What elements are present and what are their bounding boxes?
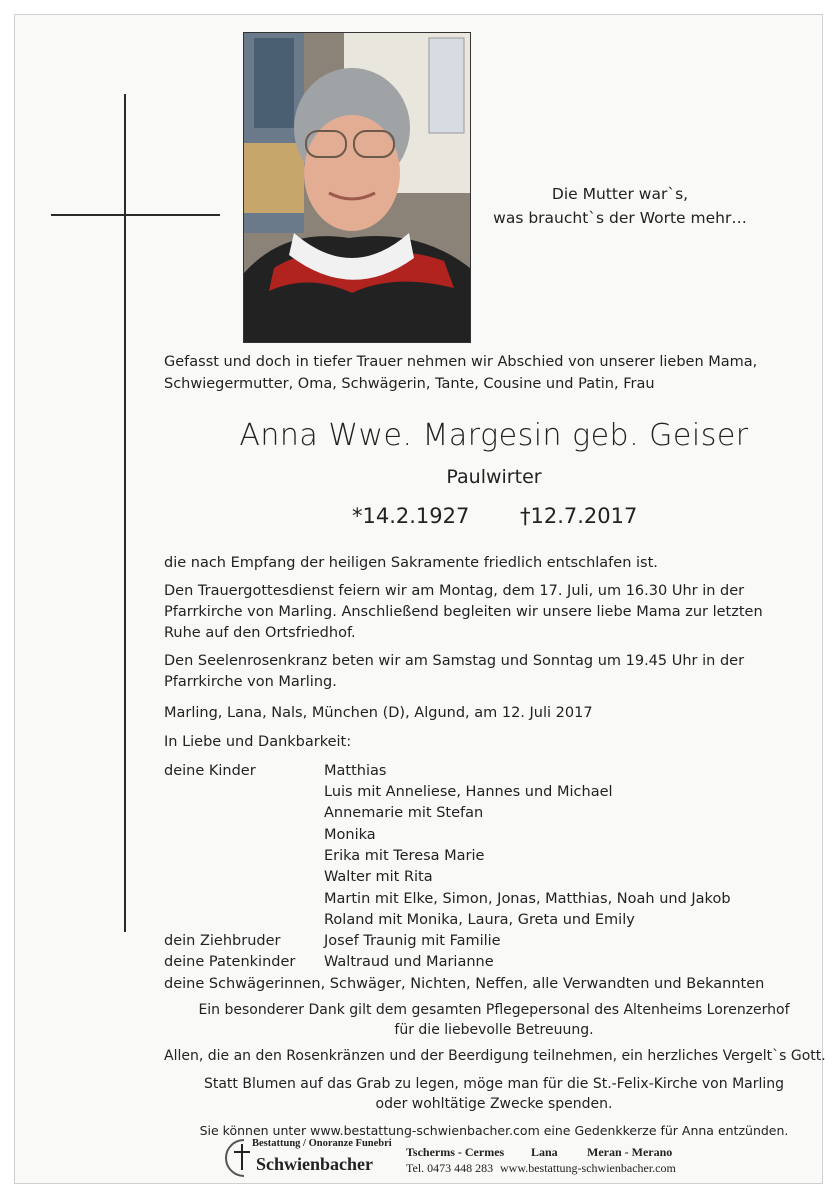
memorial-candle-note: Sie können unter www.bestattung-schwienbacher.com eine Gedenkkerze für Anna entzünden. (199, 1123, 789, 1138)
care-thanks-line-2: für die liebevolle Betreuung. (394, 1022, 594, 1038)
place-date: Marling, Lana, Nals, München (D), Algund, am 12. Juli 2017 (164, 705, 593, 721)
cross-vertical-bar (124, 94, 126, 932)
birth-date: *14.2.1927 (352, 504, 470, 528)
child-name: Annemarie mit Stefan (324, 805, 484, 821)
child-name: Walter mit Rita (324, 869, 433, 885)
location-tscherms: Tscherms - Cermes (406, 1145, 505, 1159)
child-name: Luis mit Anneliese, Hannes und Michael (324, 784, 613, 800)
sacraments-text: die nach Empfang der heiligen Sakramente friedlich entschlafen ist. (164, 555, 658, 571)
godchildren-label: deine Patenkinder (164, 954, 296, 970)
firm-name: Schwienbacher (256, 1154, 373, 1174)
child-name: Monika (324, 827, 376, 843)
service-line-3: Ruhe auf den Ortsfriedhof. (164, 625, 356, 641)
firm-type: Bestattung / Onoranze Funebri (252, 1138, 392, 1149)
rosary-line-2: Pfarrkirche von Marling. (164, 674, 337, 690)
general-thanks: Allen, die an den Rosenkränzen und der Beerdigung teilnehmen, ein herzliches Vergelt`s Gott. (164, 1048, 826, 1064)
care-thanks-line-1: Ein besonderer Dank gilt dem gesamten Pflegepersonal des Altenheims Lorenzerhof (198, 1002, 790, 1018)
death-date: †12.7.2017 (520, 504, 638, 528)
rosary-line-1: Den Seelenrosenkranz beten wir am Samstag und Sonntag um 19.45 Uhr in der (164, 653, 745, 669)
location-lana: Lana (531, 1145, 558, 1159)
motto-line-2: was braucht`s der Worte mehr… (493, 209, 747, 227)
foster-brother-label: dein Ziehbruder (164, 933, 281, 949)
flowers-line-1: Statt Blumen auf das Grab zu legen, möge man für die St.-Felix-Kirche von Marling (203, 1076, 785, 1092)
godchildren-names: Waltraud und Marianne (324, 954, 494, 970)
love-gratitude: In Liebe und Dankbarkeit: (164, 734, 352, 750)
portrait-illustration (244, 33, 470, 342)
portrait-photo (243, 32, 471, 343)
service-line-2: Pfarrkirche von Marling. Anschließend begleiten wir unsere liebe Mama zur letzten (164, 604, 763, 620)
foster-brother-name: Josef Traunig mit Familie (324, 933, 501, 949)
child-name: Roland mit Monika, Laura, Greta und Emily (324, 912, 635, 928)
relatives-line: deine Schwägerinnen, Schwäger, Nichten, Neffen, alle Verwandten und Bekannten (164, 976, 765, 992)
location-meran: Meran - Merano (587, 1145, 673, 1159)
flowers-line-2: oder wohltätige Zwecke spenden. (375, 1096, 613, 1112)
intro-line-2: Schwiegermutter, Oma, Schwägerin, Tante, Cousine und Patin, Frau (164, 376, 655, 392)
child-name: Matthias (324, 763, 387, 779)
motto-line-1: Die Mutter war`s, (551, 185, 689, 203)
service-line-1: Den Trauergottesdienst feiern wir am Montag, dem 17. Juli, um 16.30 Uhr in der (164, 583, 745, 599)
phone-number: Tel. 0473 448 283 (406, 1161, 494, 1175)
children-label: deine Kinder (164, 763, 256, 779)
deceased-nickname: Paulwirter (446, 466, 542, 488)
cross-horizontal-bar (51, 214, 220, 216)
child-name: Erika mit Teresa Marie (324, 848, 485, 864)
child-name: Martin mit Elke, Simon, Jonas, Matthias, Noah und Jakob (324, 891, 731, 907)
deceased-name: Anna Wwe. Margesin geb. Geiser (239, 418, 749, 453)
motto (470, 182, 770, 230)
website-link[interactable]: www.bestattung-schwienbacher.com (500, 1161, 676, 1175)
intro-line-1: Gefasst und doch in tiefer Trauer nehmen wir Abschied von unserer lieben Mama, (164, 354, 758, 370)
